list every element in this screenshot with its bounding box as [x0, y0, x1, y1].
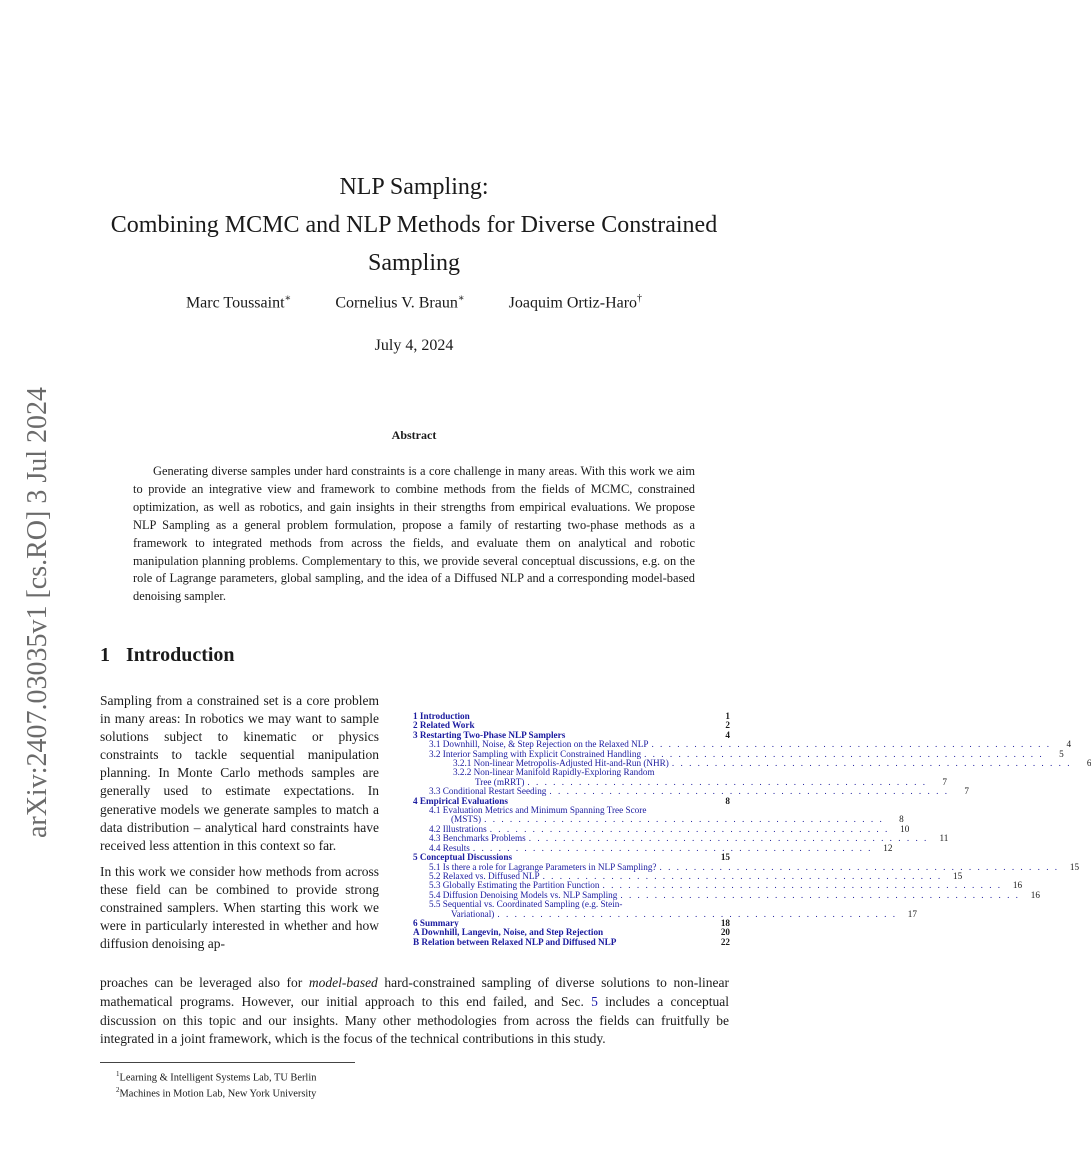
toc-entry-label: (MSTS) — [451, 814, 482, 825]
intro-column-text — [100, 692, 379, 961]
toc-page-number: 16 — [1012, 880, 1023, 891]
toc-page-number: 6 — [1086, 758, 1091, 769]
toc-leader-dots: . . . . . . . . . . . . . . . . . . . . . . . . . . . . . . . . . . . . . . . . . . . . . . . — [489, 823, 890, 834]
toc-page-number: 5 — [1059, 748, 1064, 759]
toc-page-number: 4 — [725, 729, 730, 740]
toc-page-number: 17 — [907, 908, 917, 919]
toc-entry-label: B Relation between Relaxed NLP and Diffused NLP — [413, 936, 617, 947]
toc-entry-label: 3.3 Conditional Restart Seeding — [429, 786, 547, 797]
publication-date: July 4, 2024 — [374, 337, 454, 354]
toc-entry-label: 3.2 Interior Sampling with Explicit Constrained Handling — [429, 748, 642, 759]
author-list — [100, 293, 728, 312]
toc-page-number: 10 — [900, 823, 910, 834]
toc-page-number: 20 — [720, 927, 730, 938]
toc-entry-label: 5.4 Diffusion Denoising Models vs. NLP Sampling — [429, 889, 618, 900]
toc-entry-label: Variational) — [451, 908, 495, 919]
toc-entry-label: 5.1 Is there a role for Lagrange Parameters in NLP Sampling? — [429, 861, 657, 872]
toc-entry-label: 4.2 Illustrations — [429, 823, 487, 834]
paper-title — [100, 168, 728, 282]
toc-leader-dots: . . . . . . . . . . . . . . . . . . . . . . . . . . . . . . . . . . . . . . . . . . . . . . . — [472, 842, 873, 853]
toc-page-number: 8 — [725, 795, 730, 806]
toc-entry-label: 4 Empirical Evaluations — [413, 795, 508, 806]
toc-leader-dots: . . . . . . . . . . . . . . . . . . . . . . . . . . . . . . . . . . . . . . . . . . . . . . . — [542, 870, 943, 881]
toc-leader-dots: . . . . . . . . . . . . . . . . . . . . . . . . . . . . . . . . . . . . . . . . . . . . . . . — [644, 748, 1044, 759]
toc-page-number: 1 — [725, 711, 730, 721]
intro-paragraph-2-start: In this work we consider how methods from across these field can be combined to provide strong constrained samplers. When starting this work we were in particularly interested in whether and how diffusion denoising ap- — [100, 863, 379, 952]
footnote: $^1$Learning & Intelligent Systems Lab, TU Berlin — [116, 1070, 317, 1084]
footnotes — [116, 1068, 316, 1101]
title-line-1: NLP Sampling: — [339, 174, 489, 200]
toc-leader-dots: . . . . . . . . . . . . . . . . . . . . . . . . . . . . . . . . . . . . . . . . . . . . . . . — [528, 833, 929, 844]
toc-leader-dots: . . . . . . . . . . . . . . . . . . . . . . . . . . . . . . . . . . . . . . . . . . . . . . . — [620, 889, 1020, 900]
toc-entry-label: 3.2.2 Non-linear Manifold Rapidly-Exploring Random — [453, 767, 655, 778]
arxiv-identifier-text: arXiv:2407.03035v1 [cs.RO] 3 Jul 2024 — [22, 386, 53, 839]
toc-entry-continuation[interactable] — [413, 908, 917, 919]
author: Marc Toussaint∗ — [185, 293, 292, 312]
toc-page-number: 22 — [720, 936, 730, 947]
toc-page-number: 7 — [964, 786, 969, 797]
toc-entry-label: 1 Introduction — [413, 711, 470, 721]
toc-entry-label: 4.1 Evaluation Metrics and Minimum Spanning Tree Score — [429, 805, 647, 816]
toc-page-number: 8 — [899, 814, 904, 825]
toc-leader-dots: . . . . . . . . . . . . . . . . . . . . . . . . . . . . . . . . . . . . . . . . . . . . . . . — [659, 861, 1060, 872]
toc-page-number: 4 — [1066, 739, 1072, 750]
toc-entry-label: 2 Related Work — [413, 720, 475, 731]
toc-page-number: 16 — [1030, 889, 1040, 900]
section-heading-introduction — [100, 644, 235, 667]
toc-entry-label: 3 Restarting Two-Phase NLP Samplers — [413, 729, 566, 740]
toc-entry-label: 3.1 Downhill, Noise, & Step Rejection on the Relaxed NLP — [429, 739, 649, 750]
footnote-rule — [100, 1062, 355, 1063]
toc-entry-label: 5.3 Globally Estimating the Partition Function — [429, 880, 600, 891]
toc-leader-dots: . . . . . . . . . . . . . . . . . . . . . . . . . . . . . . . . . . . . . . . . . . . . . . . — [497, 908, 897, 919]
toc-page-number: 7 — [942, 776, 947, 787]
toc-entry-label: 3.2.1 Non-linear Metropolis-Adjusted Hit-and-Run (NHR) — [453, 758, 669, 769]
table-of-contents — [413, 711, 1091, 947]
toc-entry-label: 5.5 Sequential vs. Coordinated Sampling (e.g. Stein- — [429, 899, 623, 910]
toc-entry-label: 5 Conceptual Discussions — [413, 852, 513, 863]
abstract-body: Generating diverse samples under hard constraints is a core challenge in many areas. With this work we aim to provide an integrative view and framework to combine methods from the fields of MCMC, constrained optimization, as well as robotics, and gain insights in their strengths from empirical evaluations. We propose NLP Sampling as a general problem formulation, propose a family of restarting two-phase methods as a framework to integrated methods from across the fields, and evaluate them on analytical and robotic manipulation planning problems. Complementary to this, we provide several conceptual discussions, e.g. on the role of Lagrange parameters, global sampling, and the idea of a Diffused NLP and a corresponding model-based denoising sampler. — [133, 464, 695, 604]
toc-entry-label: 4.4 Results — [429, 842, 470, 853]
title-line-3: Sampling — [367, 250, 460, 276]
toc-leader-dots: . . . . . . . . . . . . . . . . . . . . . . . . . . . . . . . . . . . . . . . . . . . . . . . — [527, 776, 927, 787]
intro-paragraph-2-continued: proaches can be leveraged also for model-based hard-constrained sampling of diverse solutions to non-linear mathematical programs. However, our initial approach to this end failed, and Sec. 5 includes a conceptual discussion on this topic and our insights. Many other methodologies from across the fields can fruitfully be integrated in a joint framework, which is the focus of the technical contributions in this study. — [100, 975, 729, 1047]
toc-page-number: 15 — [953, 870, 963, 881]
abstract-heading: Abstract — [391, 428, 437, 442]
author: Joaquim Ortiz-Haro† — [508, 293, 643, 312]
section-number: 1 — [100, 644, 110, 666]
toc-page-number: 15 — [1069, 861, 1080, 872]
intro-paragraph-1: Sampling from a constrained set is a core problem in many areas: In robotics we may want to sample solutions subject to kinematic or physics constraints to tackle sequential manipulation planning. In Monte Carlo methods samples are generally used to estimate expectations. In generative models we generate samples to match a data distribution – analytical hard constraints have received less attention in this context so far. — [100, 693, 379, 853]
author: Cornelius V. Braun∗ — [335, 293, 465, 312]
toc-entry[interactable] — [413, 938, 730, 947]
toc-page-number: 11 — [939, 833, 949, 844]
toc-leader-dots: . . . . . . . . . . . . . . . . . . . . . . . . . . . . . . . . . . . . . . . . . . . . . . . — [671, 758, 1072, 769]
toc-leader-dots: . . . . . . . . . . . . . . . . . . . . . . . . . . . . . . . . . . . . . . . . . . . . . . . — [602, 880, 1003, 891]
section-title: Introduction — [126, 644, 235, 666]
toc-entry-label: 4.3 Benchmarks Problems — [429, 833, 526, 844]
footnote: $^2$Machines in Motion Lab, New York University — [116, 1086, 317, 1100]
toc-entry-label: 5.2 Relaxed vs. Diffused NLP — [429, 870, 540, 881]
toc-entry-label: Tree (mRRT) — [475, 776, 525, 787]
toc-page-number: 15 — [720, 852, 730, 863]
toc-entry-label: A Downhill, Langevin, Noise, and Step Rejection — [413, 927, 604, 938]
section-5-link[interactable]: 5 — [591, 993, 598, 1009]
toc-page-number: 2 — [725, 720, 730, 731]
arxiv-identifier-stamp — [14, 380, 62, 845]
toc-leader-dots: . . . . . . . . . . . . . . . . . . . . . . . . . . . . . . . . . . . . . . . . . . . . . . . — [651, 739, 1052, 750]
toc-page-number: 12 — [883, 842, 893, 853]
toc-entry-label: 6 Summary — [413, 917, 459, 928]
toc-leader-dots: . . . . . . . . . . . . . . . . . . . . . . . . . . . . . . . . . . . . . . . . . . . . . . . — [549, 786, 949, 797]
toc-page-number: 18 — [720, 917, 730, 928]
toc-leader-dots: . . . . . . . . . . . . . . . . . . . . . . . . . . . . . . . . . . . . . . . . . . . . . . . — [484, 814, 884, 825]
title-line-2: Combining MCMC and NLP Methods for Diverse Constrained — [110, 212, 718, 238]
